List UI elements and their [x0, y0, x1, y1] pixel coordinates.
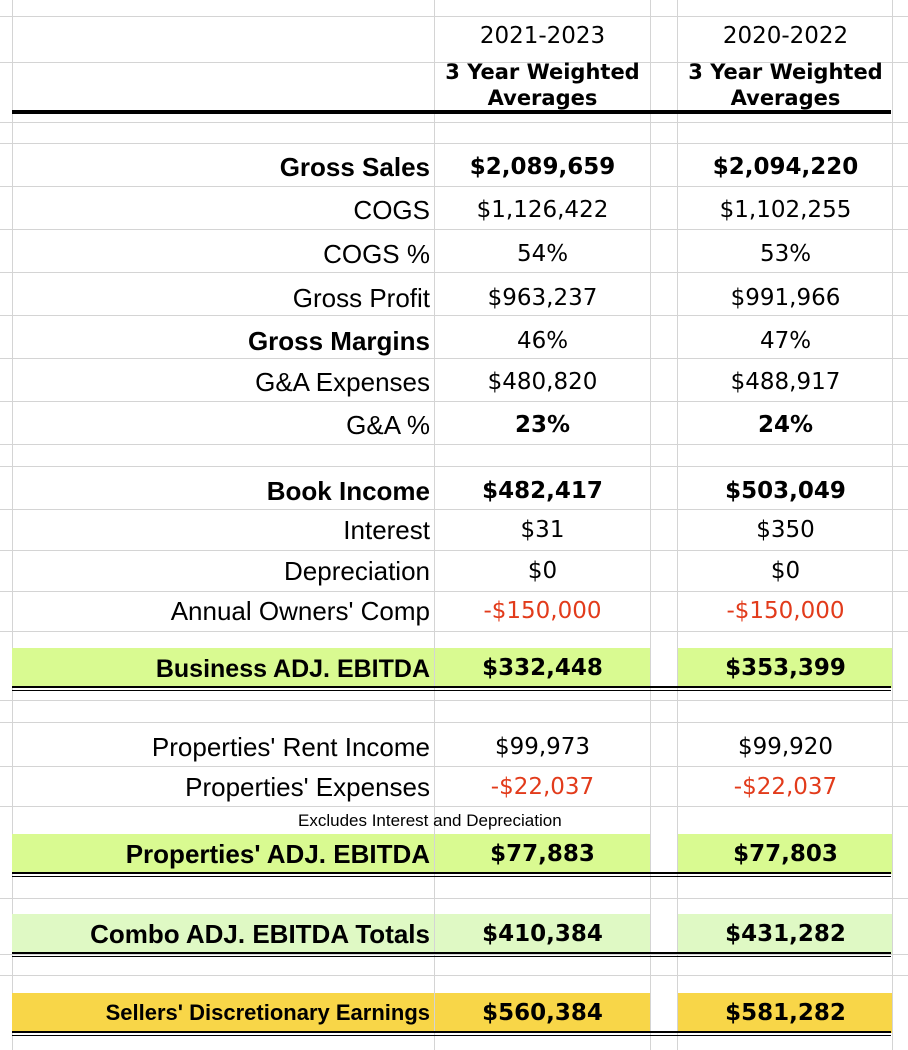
cogs-label: COGS: [353, 195, 430, 225]
combo-ebitda-label: Combo ADJ. EBITDA Totals: [90, 919, 430, 949]
business-ebitda-label: Business ADJ. EBITDA: [155, 655, 430, 683]
column-2-subtitle: 3 Year Weighted Averages: [688, 60, 883, 110]
sde-value-1: $560,384: [482, 1000, 603, 1026]
ga-expenses-label: G&A Expenses: [255, 367, 430, 397]
gross-sales-value-2: $2,094,220: [712, 154, 859, 180]
ga-pct-value-1: 23%: [514, 412, 571, 438]
owners-comp-label: Annual Owners' Comp: [170, 596, 430, 626]
book-income-value-2: $503,049: [725, 478, 846, 504]
ga-pct-value-2: 24%: [757, 412, 814, 438]
business-ebitda-value-2: $353,399: [725, 655, 846, 681]
ga-expenses-value-1: $480,820: [487, 369, 598, 395]
prop-expenses-value-1: -$22,037: [490, 774, 595, 800]
prop-ebitda-value-1: $77,883: [490, 841, 595, 867]
book-income-value-1: $482,417: [482, 478, 603, 504]
sde-value-2: $581,282: [725, 1000, 846, 1026]
ga-expenses-value-2: $488,917: [730, 369, 841, 395]
cogs-pct-label: COGS %: [323, 239, 430, 269]
depreciation-value-2: $0: [770, 558, 801, 584]
gross-sales-value-1: $2,089,659: [469, 154, 616, 180]
rent-income-value-2: $99,920: [737, 734, 834, 760]
sde-label: Sellers' Discretionary Earnings: [105, 1000, 430, 1025]
cogs-value-1: $1,126,422: [476, 197, 609, 223]
prop-ebitda-label: Properties' ADJ. EBITDA: [125, 839, 430, 869]
column-1-period: 2021-2023: [479, 23, 606, 49]
gross-margins-value-1: 46%: [516, 328, 569, 354]
interest-value-2: $350: [756, 517, 815, 543]
combo-ebitda-value-1: $410,384: [482, 921, 603, 947]
interest-label: Interest: [343, 515, 430, 545]
prop-expenses-label: Properties' Expenses: [185, 772, 430, 802]
cogs-pct-value-1: 54%: [516, 241, 569, 267]
gross-profit-value-1: $963,237: [487, 285, 598, 311]
rent-income-label: Properties' Rent Income: [151, 732, 430, 762]
gross-margins-value-2: 47%: [759, 328, 812, 354]
exclusion-note: Excludes Interest and Depreciation: [298, 811, 562, 830]
prop-expenses-value-2: -$22,037: [733, 774, 838, 800]
owners-comp-value-2: -$150,000: [726, 598, 845, 624]
book-income-label: Book Income: [266, 476, 430, 506]
ga-pct-label: G&A %: [346, 410, 430, 440]
gross-sales-label: Gross Sales: [279, 152, 430, 182]
gross-profit-label: Gross Profit: [292, 283, 430, 313]
depreciation-value-1: $0: [527, 558, 558, 584]
cogs-value-2: $1,102,255: [719, 197, 852, 223]
owners-comp-value-1: -$150,000: [483, 598, 602, 624]
business-ebitda-value-1: $332,448: [482, 655, 603, 681]
rent-income-value-1: $99,973: [494, 734, 591, 760]
depreciation-label: Depreciation: [284, 556, 430, 586]
cogs-pct-value-2: 53%: [759, 241, 812, 267]
column-1-subtitle: 3 Year Weighted Averages: [445, 60, 640, 110]
prop-ebitda-value-2: $77,803: [733, 841, 838, 867]
interest-value-1: $31: [520, 517, 565, 543]
combo-ebitda-value-2: $431,282: [725, 921, 846, 947]
gross-profit-value-2: $991,966: [730, 285, 841, 311]
column-2-period: 2020-2022: [722, 23, 849, 49]
gross-margins-label: Gross Margins: [247, 326, 430, 356]
